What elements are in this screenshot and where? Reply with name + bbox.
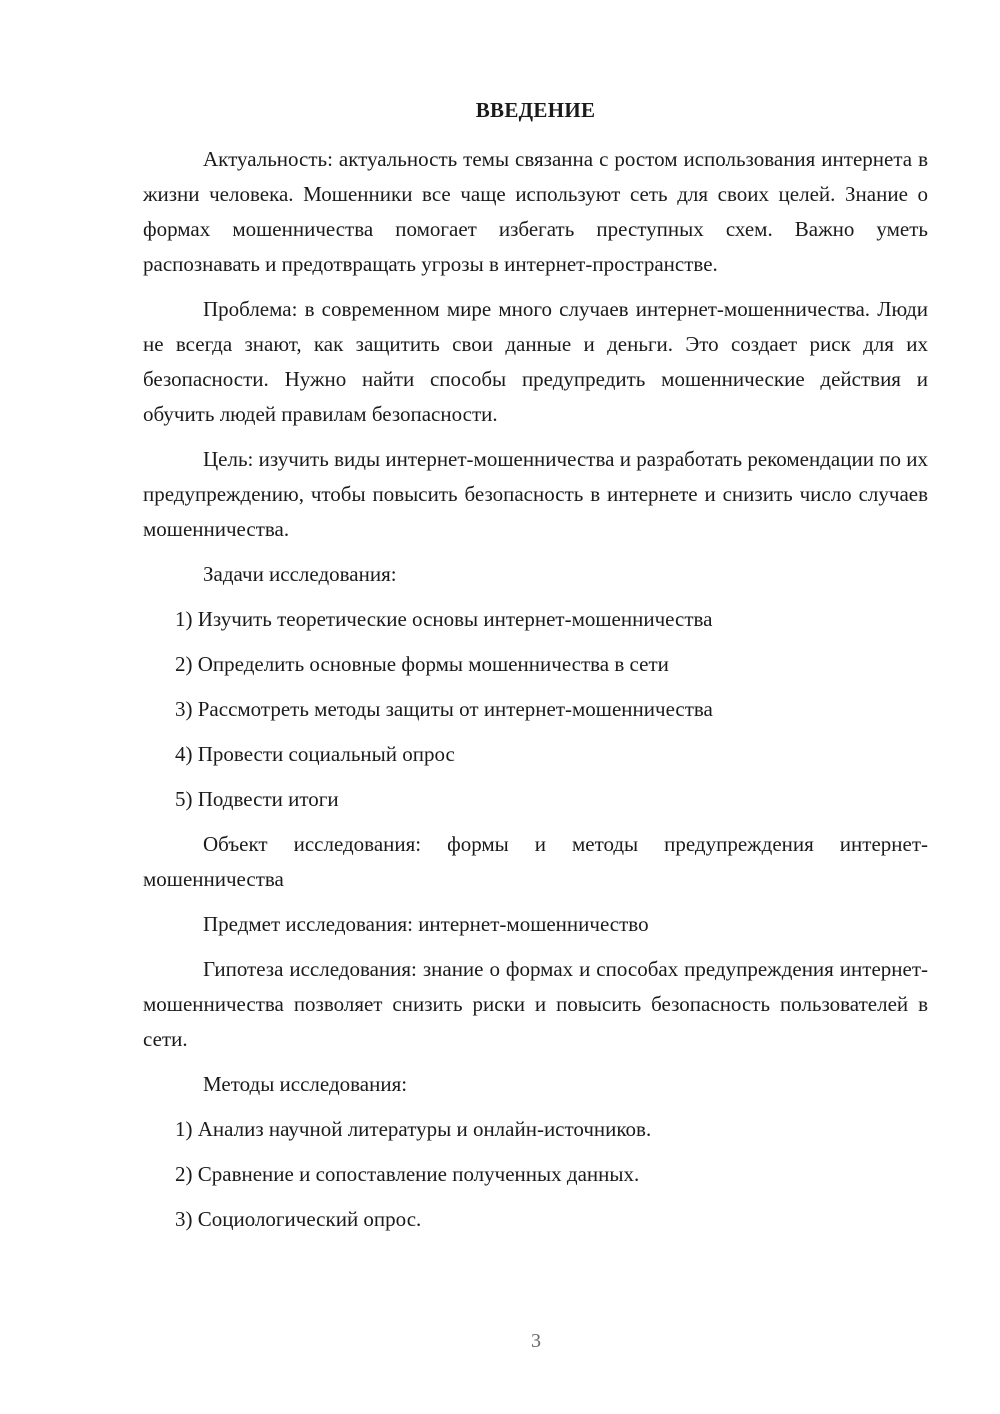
relevance-paragraph: Актуальность: актуальность темы связанна с ростом использования интернета в жизни человека. Мошенники все чаще используют сеть для своих целей. Знание о формах мошенничества помогает избегать преступных схем. Важно уметь распознавать и предотвращать угрозы в интернет-пространстве. <box>143 147 928 276</box>
list-item: 3) Социологический опрос. <box>175 1207 422 1231</box>
tasks-list <box>143 602 928 817</box>
hypothesis-paragraph: Гипотеза исследования: знание о формах и способах предупреждения интернет-мошенничества позволяет снизить риски и повысить безопасность пользователей в сети. <box>143 957 928 1051</box>
list-item: 2) Сравнение и сопоставление полученных данных. <box>175 1162 640 1186</box>
tasks-label: Задачи исследования: <box>203 562 397 586</box>
methods-label: Методы исследования: <box>203 1072 408 1096</box>
methods-list <box>143 1112 928 1237</box>
problem-paragraph: Проблема: в современном мире много случаев интернет-мошенничества. Люди не всегда знают, как защитить свои данные и деньги. Это создает риск для их безопасности. Нужно найти способы предупредить мошеннические действия и обучить людей правилам безопасности. <box>143 297 928 426</box>
goal-paragraph: Цель: изучить виды интернет-мошенничества и разработать рекомендации по их предупреждению, чтобы повысить безопасность в интернете и снизить число случаев мошенничества. <box>143 447 928 541</box>
list-item: 2) Определить основные формы мошенничества в сети <box>175 652 669 676</box>
list-item: 3) Рассмотреть методы защиты от интернет-мошенничества <box>175 697 713 721</box>
list-item: 1) Анализ научной литературы и онлайн-источников. <box>175 1117 652 1141</box>
page-number: 3 <box>531 1330 541 1352</box>
list-item: 5) Подвести итоги <box>175 787 339 811</box>
object-paragraph: Объект исследования: формы и методы предупреждения интернет-мошенничества <box>143 832 928 891</box>
subject-paragraph: Предмет исследования: интернет-мошенничество <box>203 912 649 936</box>
document-page <box>143 93 928 1247</box>
list-item: 4) Провести социальный опрос <box>175 742 455 766</box>
list-item: 1) Изучить теоретические основы интернет-мошенничества <box>175 607 713 631</box>
page-title: ВВЕДЕНИЕ <box>475 98 596 122</box>
